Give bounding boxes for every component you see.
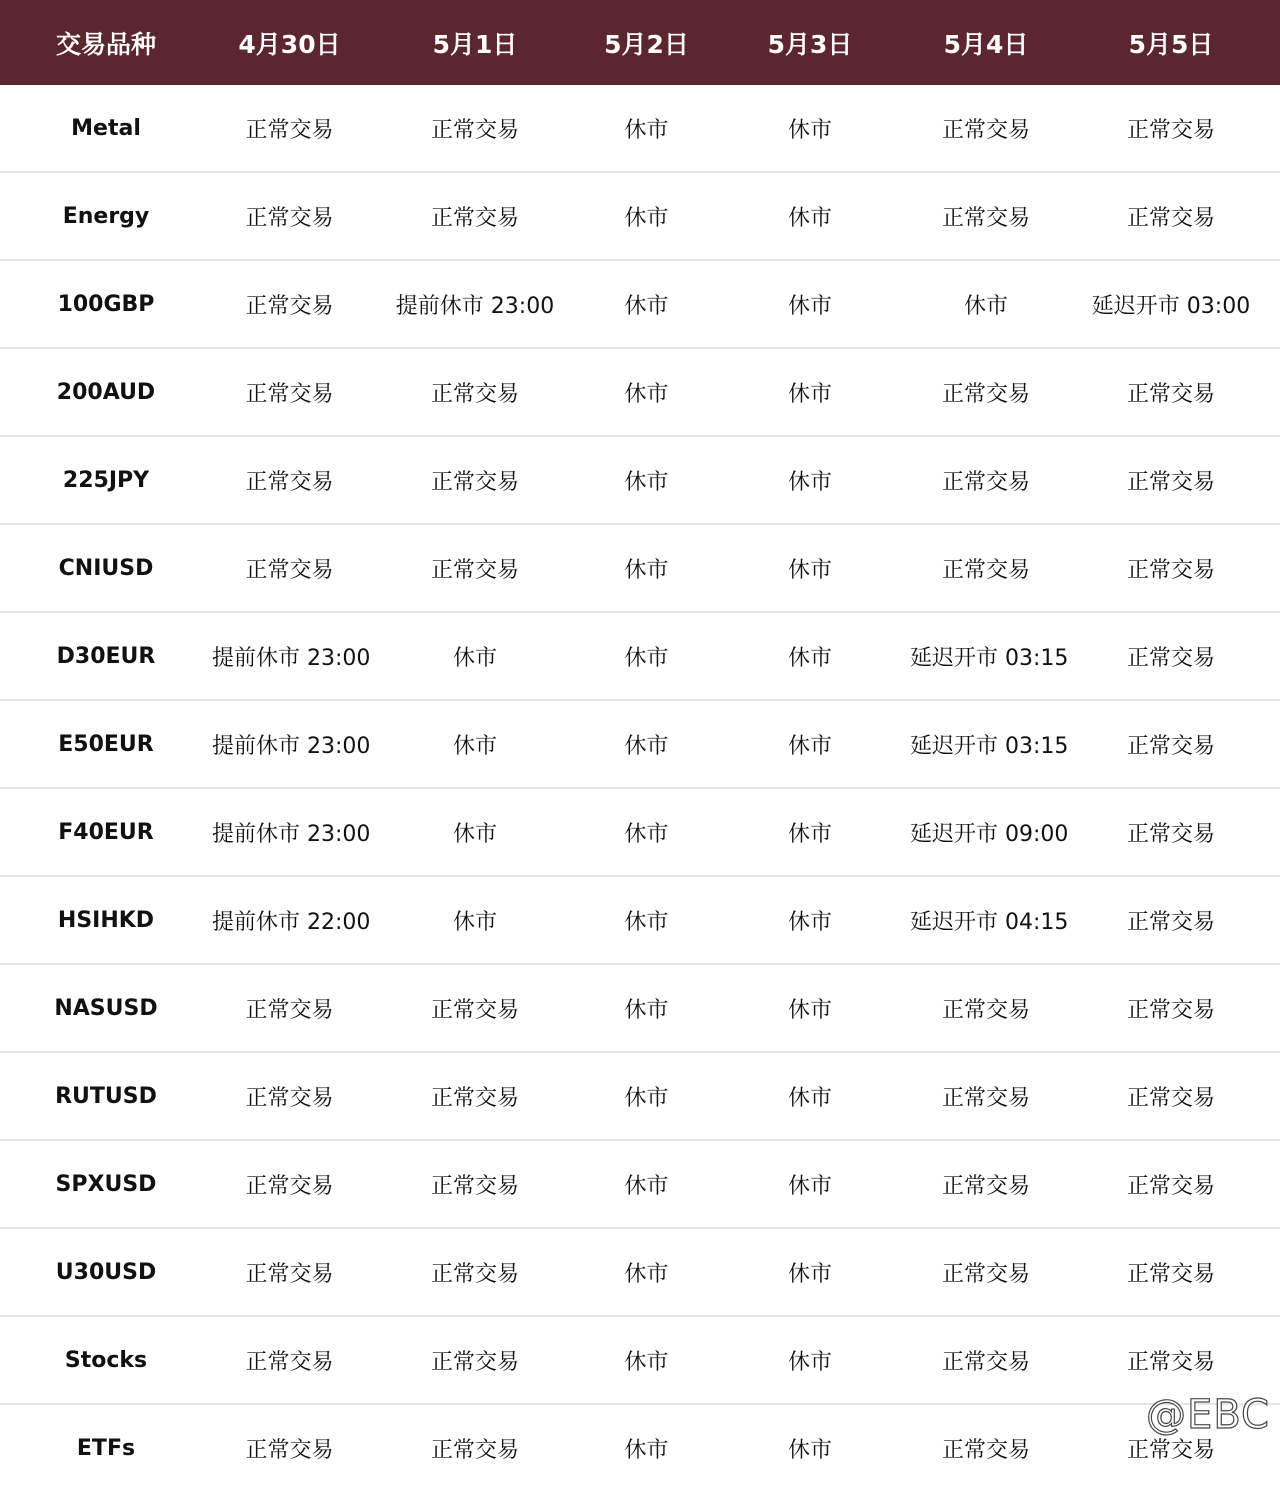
status-cell: 正常交易: [1126, 205, 1215, 231]
status-cell: 休市: [452, 733, 497, 759]
table-row: [0, 613, 1280, 701]
table-row: [0, 1141, 1280, 1229]
status-cell: 延迟开市 03:00: [1091, 293, 1251, 319]
table-body: [0, 85, 1280, 1491]
table-row: [0, 1317, 1280, 1405]
status-cell: 提前休市 23:00: [395, 293, 555, 319]
status-cell: 正常交易: [430, 469, 519, 495]
instrument-name: ETFs: [76, 1435, 136, 1461]
status-cell: 正常交易: [245, 1261, 334, 1287]
table-row: [0, 85, 1280, 173]
status-cell: 休市: [787, 821, 832, 847]
header-cell-apr30: 4月30日: [238, 29, 341, 59]
instrument-name: RUTUSD: [55, 1083, 157, 1109]
status-cell: 正常交易: [1126, 821, 1215, 847]
status-cell: 休市: [787, 909, 832, 935]
header-cell-may5: 5月5日: [1128, 29, 1214, 59]
status-cell: 休市: [452, 909, 497, 935]
status-cell: 休市: [787, 205, 832, 231]
status-cell: 正常交易: [941, 117, 1030, 143]
status-cell: 休市: [624, 645, 669, 671]
status-cell: 正常交易: [941, 381, 1030, 407]
status-cell: 正常交易: [941, 1261, 1030, 1287]
instrument-name: U30USD: [55, 1259, 157, 1285]
status-cell: 正常交易: [941, 1085, 1030, 1111]
status-cell: 延迟开市 04:15: [910, 909, 1069, 935]
status-cell: 正常交易: [430, 997, 519, 1023]
status-cell: 休市: [787, 381, 832, 407]
status-cell: 正常交易: [245, 469, 334, 495]
instrument-name: Stocks: [64, 1347, 148, 1373]
table-row: [0, 1405, 1280, 1491]
table-row: [0, 349, 1280, 437]
status-cell: 正常交易: [941, 1349, 1030, 1375]
status-cell: 正常交易: [1126, 733, 1215, 759]
status-cell: 提前休市 22:00: [212, 909, 371, 935]
status-cell: 休市: [787, 997, 832, 1023]
status-cell: 休市: [787, 1349, 832, 1375]
status-cell: 休市: [787, 1437, 832, 1463]
status-cell: 休市: [624, 557, 669, 583]
status-cell: 正常交易: [245, 205, 334, 231]
status-cell: 休市: [787, 1085, 832, 1111]
status-cell: 正常交易: [430, 1173, 519, 1199]
table-row: [0, 261, 1280, 349]
status-cell: 休市: [624, 821, 669, 847]
status-cell: 提前休市 23:00: [212, 821, 371, 847]
status-cell: 延迟开市 03:15: [910, 645, 1069, 671]
status-cell: 正常交易: [245, 381, 334, 407]
table-row: [0, 789, 1280, 877]
status-cell: 正常交易: [430, 381, 519, 407]
status-cell: 休市: [624, 469, 669, 495]
status-cell: 休市: [963, 293, 1008, 319]
ebc-watermark: @EBC: [1146, 1392, 1270, 1438]
status-cell: 延迟开市 09:00: [910, 821, 1069, 847]
status-cell: 正常交易: [430, 1349, 519, 1375]
status-cell: 休市: [452, 645, 497, 671]
header-cell-instrument: 交易品种: [55, 29, 156, 59]
status-cell: 休市: [787, 1173, 832, 1199]
status-cell: 正常交易: [430, 117, 519, 143]
status-cell: 正常交易: [1126, 1173, 1215, 1199]
status-cell: 休市: [624, 381, 669, 407]
status-cell: 休市: [624, 1085, 669, 1111]
instrument-name: Metal: [71, 115, 141, 141]
status-cell: 正常交易: [245, 1349, 334, 1375]
status-cell: 正常交易: [430, 1437, 519, 1463]
instrument-name: D30EUR: [56, 643, 156, 669]
table-row: [0, 1053, 1280, 1141]
table-row: [0, 965, 1280, 1053]
status-cell: 正常交易: [1126, 381, 1215, 407]
status-cell: 正常交易: [1126, 1085, 1215, 1111]
status-cell: 正常交易: [245, 997, 334, 1023]
status-cell: 休市: [624, 293, 669, 319]
table-row: [0, 173, 1280, 261]
table-header: [0, 0, 1280, 85]
status-cell: 正常交易: [245, 557, 334, 583]
header-cell-may3: 5月3日: [767, 29, 853, 59]
status-cell: 正常交易: [1126, 1261, 1215, 1287]
status-cell: 正常交易: [245, 1173, 334, 1199]
status-cell: 休市: [787, 293, 832, 319]
status-cell: 正常交易: [1126, 1349, 1215, 1375]
table-row: [0, 1229, 1280, 1317]
instrument-name: 225JPY: [62, 467, 150, 493]
status-cell: 休市: [787, 557, 832, 583]
instrument-name: Energy: [62, 203, 150, 229]
status-cell: 正常交易: [1126, 1437, 1215, 1463]
status-cell: 休市: [624, 733, 669, 759]
instrument-name: CNIUSD: [58, 555, 154, 581]
instrument-name: 200AUD: [56, 379, 156, 405]
status-cell: 休市: [787, 645, 832, 671]
status-cell: 休市: [787, 1261, 832, 1287]
status-cell: 正常交易: [245, 293, 334, 319]
status-cell: 休市: [787, 733, 832, 759]
status-cell: 正常交易: [941, 469, 1030, 495]
header-cell-may4: 5月4日: [943, 29, 1029, 59]
status-cell: 提前休市 23:00: [212, 645, 371, 671]
status-cell: 正常交易: [1126, 557, 1215, 583]
status-cell: 休市: [624, 1437, 669, 1463]
status-cell: 休市: [624, 909, 669, 935]
table-row: [0, 525, 1280, 613]
status-cell: 正常交易: [1126, 645, 1215, 671]
instrument-name: 100GBP: [57, 291, 155, 317]
status-cell: 正常交易: [245, 117, 334, 143]
status-cell: 正常交易: [941, 1173, 1030, 1199]
status-cell: 正常交易: [1126, 469, 1215, 495]
status-cell: 正常交易: [245, 1437, 334, 1463]
status-cell: 休市: [787, 117, 832, 143]
status-cell: 休市: [624, 205, 669, 231]
status-cell: 休市: [787, 469, 832, 495]
status-cell: 延迟开市 03:15: [910, 733, 1069, 759]
status-cell: 休市: [624, 1261, 669, 1287]
status-cell: 休市: [624, 997, 669, 1023]
header-cell-may1: 5月1日: [432, 29, 518, 59]
header-cell-may2: 5月2日: [604, 29, 689, 59]
status-cell: 正常交易: [430, 205, 519, 231]
status-cell: 正常交易: [430, 1085, 519, 1111]
status-cell: 提前休市 23:00: [212, 733, 371, 759]
status-cell: 正常交易: [941, 1437, 1030, 1463]
table-row: [0, 701, 1280, 789]
status-cell: 正常交易: [941, 557, 1030, 583]
status-cell: 正常交易: [430, 557, 519, 583]
instrument-name: HSIHKD: [57, 907, 155, 933]
table-row: [0, 437, 1280, 525]
status-cell: 正常交易: [1126, 117, 1215, 143]
status-cell: 正常交易: [941, 205, 1030, 231]
status-cell: 休市: [624, 117, 669, 143]
instrument-name: E50EUR: [58, 731, 154, 757]
status-cell: 正常交易: [245, 1085, 334, 1111]
status-cell: 休市: [452, 821, 497, 847]
status-cell: 正常交易: [1126, 997, 1215, 1023]
instrument-name: NASUSD: [54, 995, 158, 1021]
status-cell: 休市: [624, 1349, 669, 1375]
status-cell: 正常交易: [430, 1261, 519, 1287]
status-cell: 休市: [624, 1173, 669, 1199]
table-row: [0, 877, 1280, 965]
status-cell: 正常交易: [941, 997, 1030, 1023]
instrument-name: F40EUR: [58, 819, 154, 845]
status-cell: 正常交易: [1126, 909, 1215, 935]
instrument-name: SPXUSD: [55, 1171, 157, 1197]
